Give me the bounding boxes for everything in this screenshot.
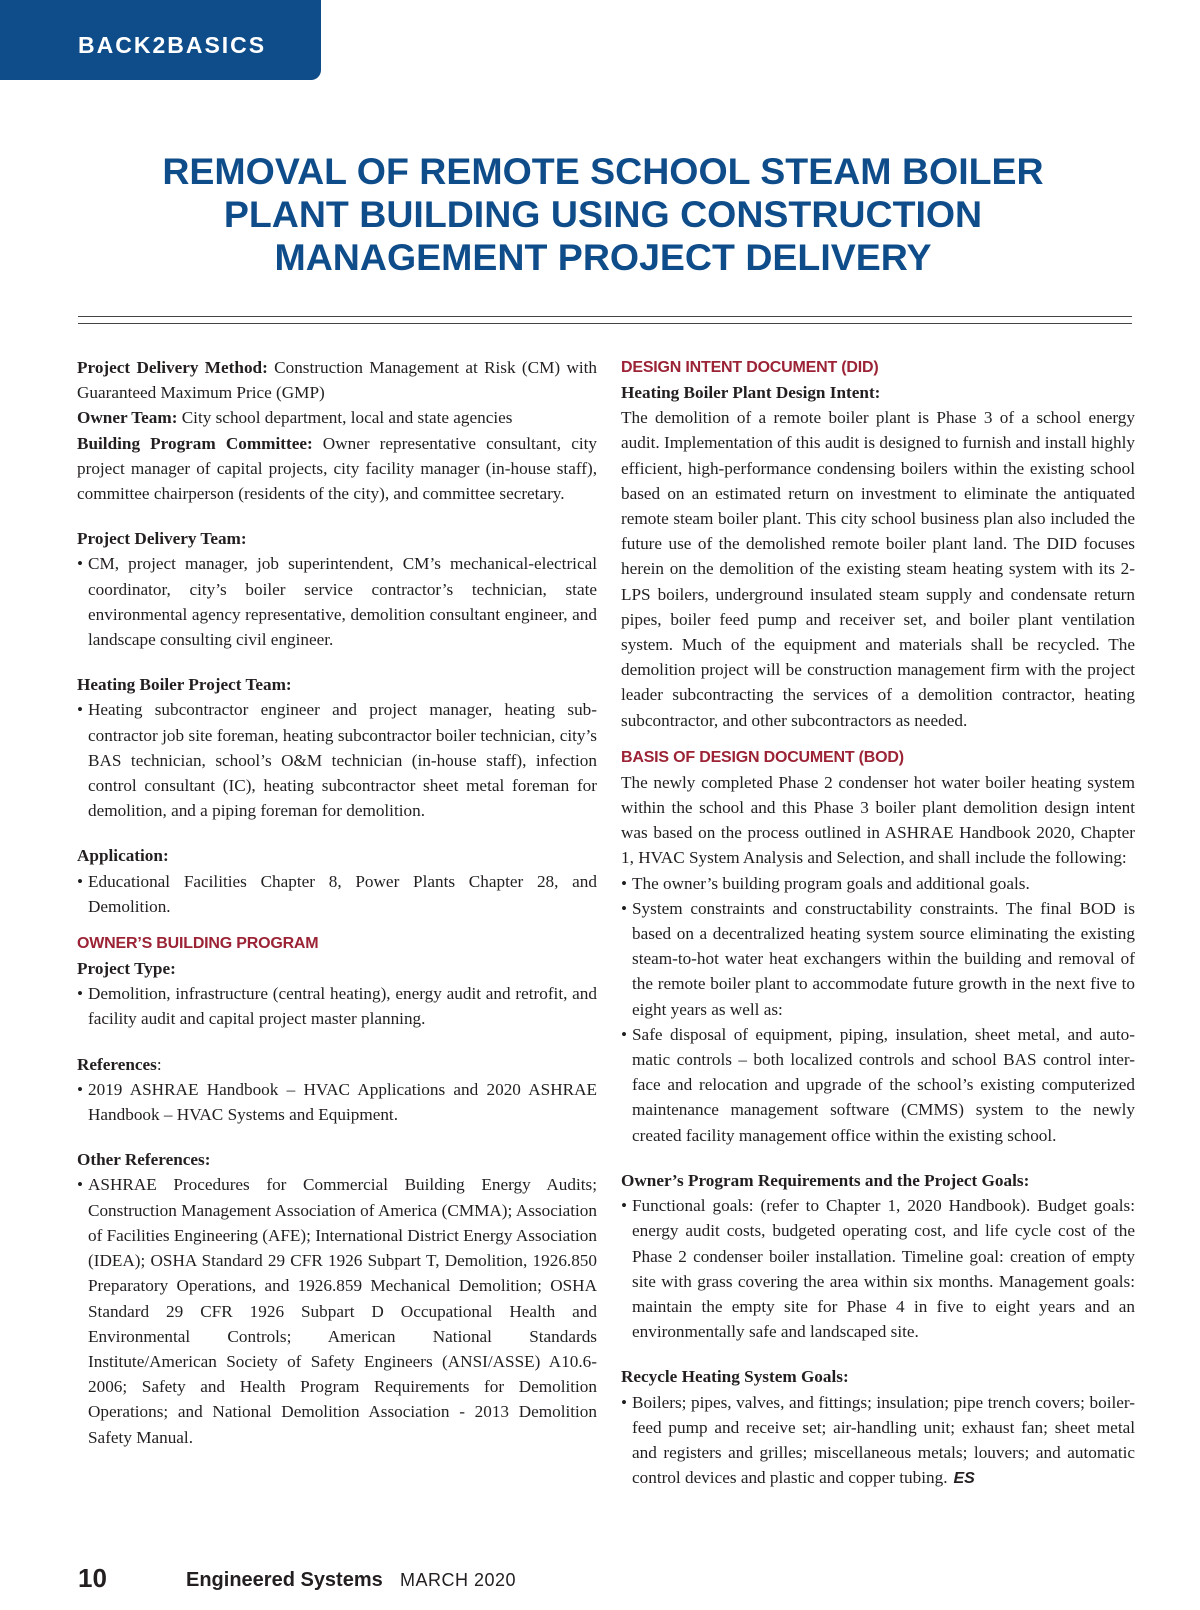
bod-paragraph: The newly completed Phase 2 condenser hot water boiler heating system within the school and this Phase 3 boiler plant demolition design intent was based on the process outlined in ASHRAE Handbook 2020, Chapter 1, HVAC System Analysis and Selection, and shall include the following: (621, 772, 1135, 868)
project-type-heading: Project Type: (77, 959, 176, 979)
bpc-label: Building Program Committee: (77, 433, 313, 453)
bod-list-item: • System constraints and constructability constraints. The final BOD is based on a decentralized heating system source eliminating the existing steam-to-hot water heat exchangers within the building and removal of the remote boiler plant to accommodate future growth in the next five to eight years as well as: (621, 896, 1135, 1022)
title-divider-top (78, 316, 1132, 317)
magazine-name: Engineered Systems (186, 1569, 383, 1591)
other-references-heading: Other References: (77, 1150, 211, 1170)
bpc-text: Owner representative consultant, city project manager of capital projects, city facility manager (in-house staff), committee chairperson (residents of the city), and committee secretary. (77, 433, 597, 504)
references-item: • 2019 ASHRAE Handbook – HVAC Applications and 2020 ASHRAE Handbook – HVAC Systems and Equipment. (77, 1077, 597, 1127)
building-program-committee (77, 431, 597, 507)
other-references-item: • ASHRAE Procedures for Commercial Building Energy Audits; Construction Management Association of America (CMMA); Association of Facilities Engineering (AFE); International District Energy Association (IDEA); OSHA Standard 29 CFR 1926 Subpart T, Demolition, 1926.850 Preparatory Operations, and 1926.859 Mechanical Demolition; OSHA Standard 29 CFR 1926 Subpart D Occupational Health and Environmental Controls; American National Standards Institute/American Society of Safety Engineers (ANSI/ASSE) A10.6-2006; Safety and Health Program Requirements for Demolition Operations; and National Demolition Association - 2013 Demolition Safety Manual. (77, 1172, 597, 1449)
project-delivery-method (77, 355, 597, 405)
title-divider-bottom (78, 323, 1132, 324)
bod-heading: BASIS OF DESIGN DOCUMENT (BOD) (621, 748, 904, 766)
project-delivery-team-heading: Project Delivery Team: (77, 529, 247, 549)
bod-list-item: • The owner’s building program goals and additional goals. (621, 871, 1135, 896)
page-number: 10 (78, 1563, 107, 1593)
section-tab-label: BACK2BASICS (78, 32, 267, 58)
owner-team (77, 405, 597, 430)
owner-text: City school department, local and state agencies (177, 408, 513, 428)
did-heading: DESIGN INTENT DOCUMENT (DID) (621, 359, 879, 376)
recycle-goals-item: • Boilers; pipes, valves, and fittings; insulation; pipe trench covers; boiler-feed pump and receive set; air-handling unit; exhaust fan; sheet metal and registers and grilles; miscellaneous metals; louvers; and automatic control devices and plastic and copper tubing. ES (621, 1390, 1135, 1492)
bod-list-item: • Safe disposal of equipment, piping, insulation, sheet metal, and auto-matic controls – both localized controls and school BAS control inter-face and relocation and upgrade of the school’s existing computerized maintenance management software (CMMS) system to the newly created facility management office within the existing school. (621, 1022, 1135, 1148)
application-item: • Educational Facilities Chapter 8, Power Plants Chapter 28, and Demolition. (77, 869, 597, 919)
issue-date: MARCH 2020 (400, 1570, 517, 1590)
did-paragraph: The demolition of a remote boiler plant is Phase 3 of a school energy audit. Implementation of this audit is designed to furnish and install highly efficient, high-performance condensing boilers within the existing school based on an estimated return on investment to eliminate the antiquated remote steam boiler plant. This city school business plan also included the future use of the demolished remote boiler plant land. The DID focuses herein on the demolition of the existing steam heating system with its 2-LPS boilers, underground insulated steam supply and condensate return pipes, boiler feed pump and receiver set, and boiler plant ventilation system. Much of the equipment and materials shall be recycled. The demolition project will be construction management firm with the project leader subcontracting the services of a demolition contractor, heating subcontractor, and other subcontractors as needed. (621, 408, 1135, 730)
title-line: MANAGEMENT PROJECT DELIVERY (274, 236, 932, 278)
owners-program-requirements-heading: Owner’s Program Requirements and the Project Goals: (621, 1170, 1030, 1190)
heating-boiler-team-heading: Heating Boiler Project Team: (77, 675, 292, 695)
article-title (60, 150, 1146, 279)
recycle-goals-heading: Recycle Heating System Goals: (621, 1367, 849, 1387)
owner-label: Owner Team: (77, 408, 178, 428)
project-type-item: • Demolition, infrastructure (central heating), energy audit and retrofit, and facility audit and capital project master planning. (77, 981, 597, 1031)
left-column (77, 355, 597, 1450)
design-intent-subheading: Heating Boiler Plant Design Intent: (621, 383, 881, 402)
es-end-mark: ES (953, 1470, 975, 1488)
page-footer (78, 1563, 778, 1597)
right-column (621, 355, 1135, 1491)
pdm-label: Project Delivery Method: (77, 358, 268, 377)
project-delivery-team-item: • CM, project manager, job superintendent, CM’s mechanical-electrical coordinator, city’s boiler service contractor’s technician, state environmental agency representative, demolition consultant engineer, and landscape consulting civil engineer. (77, 551, 597, 652)
references-heading: References: (77, 1054, 162, 1074)
owners-program-requirements-item: • Functional goals: (refer to Chapter 1, 2020 Handbook). Budget goals: energy audit costs, budgeted operating cost, and life cycle cost of the Phase 2 condenser boiler installation. Timeline goal: creation of empty site with grass covering the area within six months. Management goals: maintain the empty site for Phase 4 in five to eight years and an environmentally safe and landscaped site. (621, 1193, 1135, 1344)
pdm-text: Construction Management at Risk (CM) with Guaranteed Maximum Price (GMP) (77, 358, 597, 403)
heating-boiler-team-item: • Heating subcontractor engineer and project manager, heating sub-contractor job site foreman, heating subcontractor boiler technician, city’s BAS technician, school’s O&M technician (in-house staff), infection control consultant (IC), heating subcontractor sheet metal foreman for demolition, and a piping foreman for demolition. (77, 697, 597, 823)
application-heading: Application: (77, 846, 169, 866)
section-tab (0, 0, 321, 80)
title-line: PLANT BUILDING USING CONSTRUCTION (223, 193, 983, 235)
title-line: REMOVAL OF REMOTE SCHOOL STEAM BOILER (162, 150, 1044, 192)
owners-building-program-heading: OWNER’S BUILDING PROGRAM (77, 935, 319, 953)
